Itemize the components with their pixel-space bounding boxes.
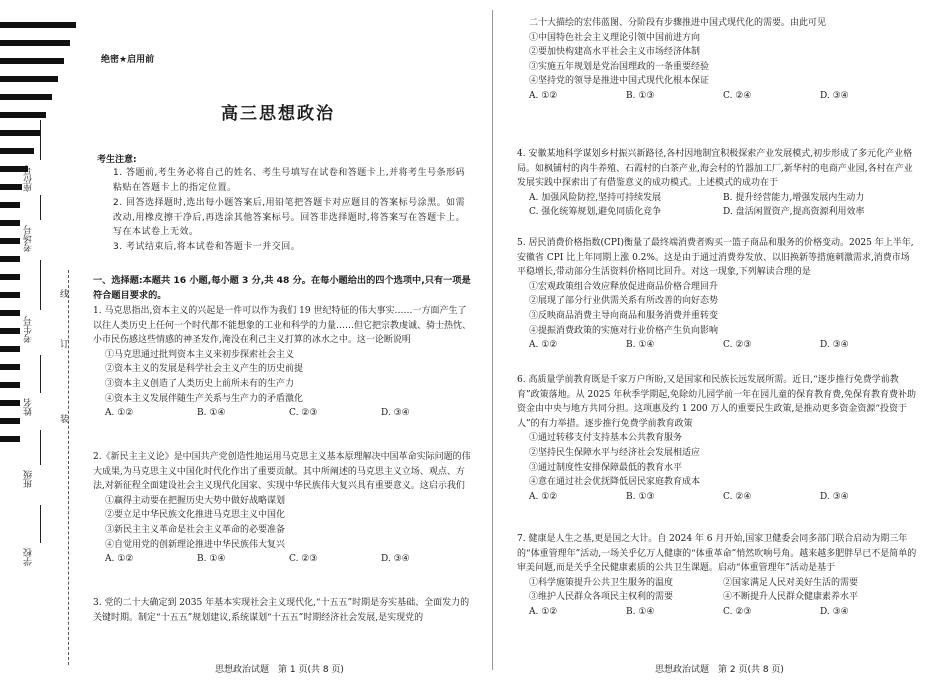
option: ④提振消费政策的实施对行业价格产生负向影响 <box>529 325 719 336</box>
answer-choices <box>93 406 473 421</box>
option: ②展现了部分行业供需关系有所改善的向好态势 <box>529 296 719 307</box>
option: ①马克思通过批判资本主义来初步探索社会主义 <box>105 349 295 360</box>
name-blank <box>40 355 42 393</box>
choice-b: B. ①③ <box>626 90 655 101</box>
choice-b: B. ①④ <box>626 340 655 351</box>
question-stem: 6. 高质量学前教育既是千家万户所盼,又是国家和民族长远发展所需。近日,“逐步推行免费学前教育”政策落地。从 2025 年秋季学期起,免除幼儿园学前一年在园儿童的保育教育费,免保育教育费补助资金由中央与地方共同分担。这项惠及约 1 200 万人的重要民生政策,是推动更多资金资源“投资于人”的有力举措。逐步推行免费学前教育政策 <box>517 375 916 429</box>
question-stem: 7. 健康是人生之基,更是国之大计。自 2024 年 6 月开始,国家卫健委会同多部门联合启动为期三年的“体重管理年”活动,一场关乎亿万人健康的“体重革命”悄然吹响号角。越来越多肥胖早已不是简单的审美问题,而是关乎全民健康素质的公共卫生课题。启动“体重管理年”活动是基于 <box>517 534 917 574</box>
answer-options-row <box>517 590 917 605</box>
seat-blank <box>40 120 42 160</box>
answer-options-row <box>517 576 917 591</box>
school-label: 学校 <box>24 548 34 566</box>
binding-stripes <box>0 22 76 442</box>
choice-b: B. ①④ <box>197 408 226 419</box>
page-divider <box>492 10 493 670</box>
choice-c: C. ②③ <box>289 554 318 565</box>
question-stem: 1. 马克思指出,资本主义的兴起是一件可以作为我们 19 世纪特征的伟大事实……一方面产生了以往人类历史上任何一个时代都不能想象的工业和科学的力量……但它把宗教虔诚、骑士热忱、小市民伤感这些情感的神圣发作,淹没在利己主义打算的冰水之中。这一论断说明 <box>93 306 472 346</box>
choice-a: A. ①② <box>529 491 558 502</box>
option: ①通过转移支付支持基本公共教育服务 <box>529 433 683 444</box>
page-title: 高三思想政治 <box>221 104 335 124</box>
binding-dashed-line <box>68 270 69 665</box>
staple-mark: 订 <box>60 340 70 350</box>
question-2 <box>93 450 473 567</box>
option: ①科学施策提升公共卫生服务的温度 <box>529 577 674 588</box>
exam-no-label: 考生号 <box>24 316 34 343</box>
choice-d: D. ③④ <box>820 340 849 351</box>
choice-b: B. ①③ <box>626 491 655 502</box>
choice-c: C. ②④ <box>723 90 752 101</box>
name-label: 姓名 <box>24 398 34 416</box>
question-1 <box>93 304 473 421</box>
footer-page-2: 思想政治试题 第 2 页(共 8 页) <box>655 665 784 675</box>
answer-choices <box>517 205 917 220</box>
option: ④自觉用党的创新理论推进中华民族伟大复兴 <box>105 539 286 550</box>
answer-choices <box>517 338 917 353</box>
option: ②坚持民生保障水平与经济社会发展相适应 <box>529 447 701 458</box>
choice-c: C. ②③ <box>723 606 752 617</box>
answer-choices <box>517 490 917 505</box>
footer-page-1: 思想政治试题 第 1 页(共 8 页) <box>215 665 344 675</box>
choice-d: D. ③④ <box>820 606 849 617</box>
choice-c: C. 强化统筹规划,避免同质化竞争 <box>529 207 662 218</box>
choice-c: C. ②③ <box>723 340 752 351</box>
question-6 <box>517 373 917 504</box>
option: ③新民主主义革命是社会主义革命的必要准备 <box>105 524 286 535</box>
question-stem: 2.《新民主主义论》是中国共产党创造性地运用马克思主义基本原理解决中国革命实际问题的伟大成果,为马克思主义中国化时代化作出了重要贡献。其中所阐述的马克思主义立场、观点、方法,对新征程全面建设社会主义现代化国家、实现中华民族伟大复兴具有重要意义。这启示我们 <box>93 452 471 492</box>
option: ①宏观政策组合效应释放促进商品价格合理回升 <box>529 281 719 292</box>
question-stem: 5. 居民消费价格指数(CPI)衡量了最终端消费者购买一篮子商品和服务的价格变动。2025 年上半年,安徽省 CPI 比上年同期上涨 0.2%。这是由于通过消费券发放、以旧换新等措施刺激需求,消费市场平稳增长,带动部分生活资料价格同比回升。对这一现象,下列解读合理的是 <box>517 238 914 278</box>
answer-choices <box>93 552 473 567</box>
choice-a: A. ①② <box>529 606 558 617</box>
question-4 <box>517 147 917 220</box>
question-stem: 4. 安徽某地科学谋划乡村振兴新路径,各村因地制宜积极探索产业发展模式,初步形成了多元化产业格局。如枫铺村的肉牛养殖、石霞村的白茶产业,海会村的竹器加工厂,新华村的电商产业园,各村在产业发展实践中探索出了有借鉴意义的成功模式。上述模式的成功在于 <box>517 149 913 189</box>
option: ④坚持党的领导是推进中国式现代化根本保证 <box>529 76 710 87</box>
option: ③反映商品消费主导向商品和服务消费并重转变 <box>529 310 719 321</box>
option: ③实施五年规划是党治国理政的一条重要经验 <box>529 61 710 72</box>
option: ①赢得主动要在把握历史大势中做好战略谋划 <box>105 495 286 506</box>
choice-c: C. ②③ <box>289 408 318 419</box>
choice-a: A. ①② <box>529 340 558 351</box>
room-label: 考场号 <box>24 225 34 252</box>
class-blank <box>40 430 42 465</box>
question-stem: 3. 党的二十大确定到 2035 年基本实现社会主义现代化,“十五五”时期是夯实基础、全面发力的关键时期。制定“十五五”规划建议,系统谋划“十五五”时期经济社会发展,是实现党的 <box>93 598 470 623</box>
option: ④意在通过社会优抚降低居民家庭教育成本 <box>529 477 701 488</box>
question-7 <box>517 532 917 620</box>
answer-choices <box>517 89 917 104</box>
choice-a: A. ①② <box>105 554 134 565</box>
option: ②要加快构建高水平社会主义市场经济体制 <box>529 47 701 58</box>
binding-mark: 装 <box>60 415 70 425</box>
choice-d: D. ③④ <box>381 408 410 419</box>
choice-b: B. 提升经营能力,增强发展内生动力 <box>723 192 865 203</box>
option: ④资本主义发展伴随生产关系与生产力的矛盾激化 <box>105 393 304 404</box>
notice-heading: 考生注意: <box>97 155 137 165</box>
line-mark: 线 <box>60 290 70 300</box>
choice-d: D. ③④ <box>820 491 849 502</box>
notice-item-1: 1. 答题前,考生务必将自己的姓名、考生号填写在试卷和答题卡上,并将考生号条形码粘贴在答题卡上的指定位置。 <box>113 168 466 193</box>
question-3-continued <box>517 16 917 104</box>
choice-b: B. ①④ <box>197 554 226 565</box>
option: ②国家满足人民对美好生活的需要 <box>723 577 859 588</box>
option: ②资本主义的发展是科学社会主义产生的历史前提 <box>105 364 304 375</box>
choice-b: B. ①④ <box>626 606 655 617</box>
choice-c: C. ②④ <box>723 491 752 502</box>
answer-choices <box>517 605 917 620</box>
seat-label: 座位号 <box>24 165 34 192</box>
option: ③通过制度性安排保障最低的教育水平 <box>529 462 683 473</box>
choice-a: A. ①② <box>529 90 558 101</box>
choice-d: D. ③④ <box>820 90 849 101</box>
question-stem: 二十大描绘的宏伟蓝图、分阶段有步骤推进中国式现代化的需要。由此可见 <box>529 18 827 28</box>
question-5 <box>517 236 917 353</box>
notice-item-2: 2. 回答选择题时,选出每小题答案后,用铅笔把答题卡对应题目的答案标号涂黑。如需改动,用橡皮擦干净后,再选涂其他答案标号。回答非选择题时,将答案写在答题卡上。写在本试卷上无效。 <box>113 198 466 237</box>
notice-item-3: 3. 考试结束后,将本试卷和答题卡一并交回。 <box>113 242 301 252</box>
choice-a: A. ①② <box>105 408 134 419</box>
section-heading: 一、选择题:本题共 16 小题,每小题 3 分,共 48 分。在每小题给出的四个选项中,只有一项是符合题目要求的。 <box>93 275 471 301</box>
room-blank <box>40 195 42 220</box>
exam-no-blank <box>40 260 42 310</box>
choice-d: D. ③④ <box>381 554 410 565</box>
option: ②要立足中华民族文化推进马克思主义中国化 <box>105 510 286 521</box>
answer-choices <box>517 191 917 206</box>
question-3 <box>93 596 473 625</box>
confidential-tag: 绝密★启用前 <box>101 55 155 65</box>
option: ③维护人民群众各项民主权利的需要 <box>529 592 674 603</box>
choice-a: A. 加强风险防控,坚持可持续发展 <box>529 192 662 203</box>
choice-d: D. 盘活闲置资产,提高资源利用效率 <box>723 207 865 218</box>
option: ①中国特色社会主义理论引领中国前进方向 <box>529 32 701 43</box>
class-label: 班级 <box>24 470 34 488</box>
school-blank <box>40 505 42 543</box>
option: ④不断提升人民群众健康素养水平 <box>723 592 859 603</box>
option: ③资本主义创造了人类历史上前所未有的生产力 <box>105 378 295 389</box>
